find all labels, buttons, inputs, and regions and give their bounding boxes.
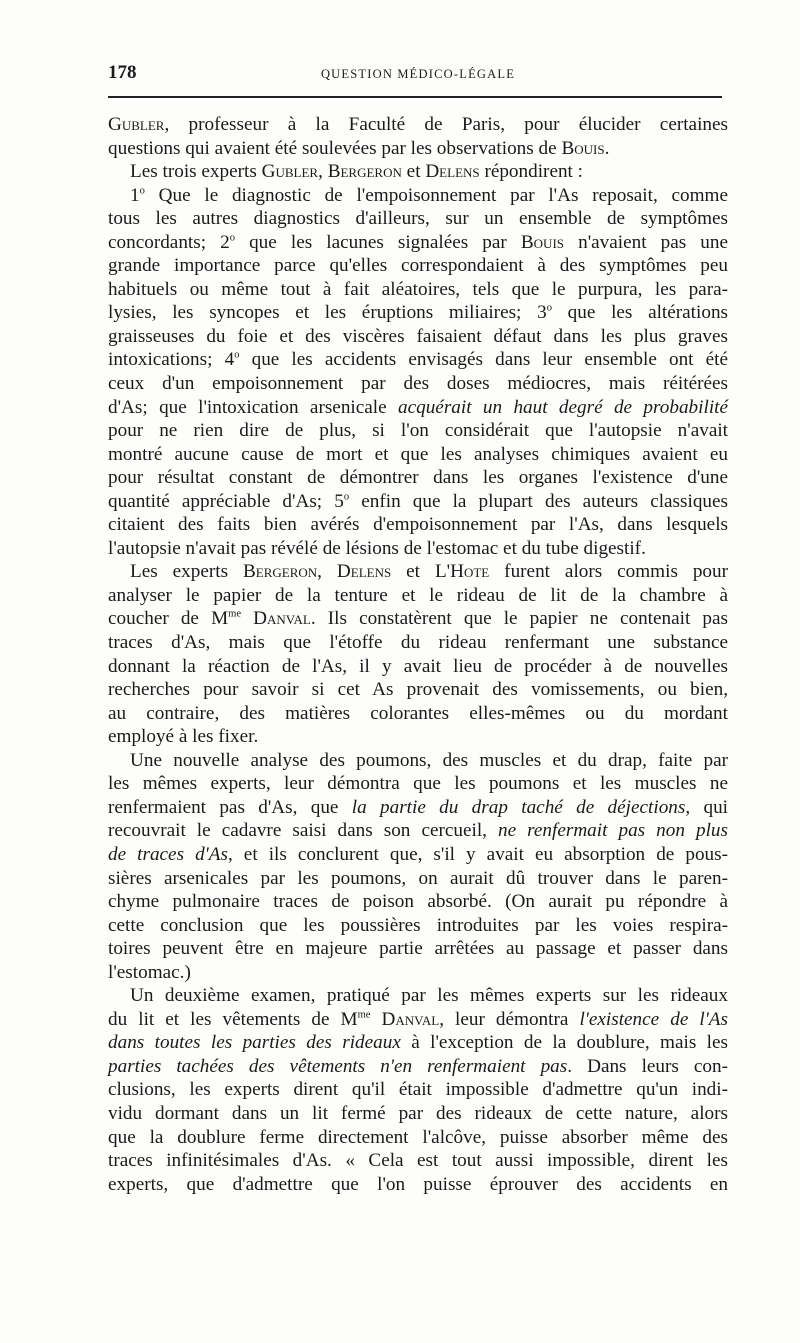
text-segment: , et ils conclurent que, s'il y avait eu absorption de pous- — [227, 843, 728, 865]
text-segment: quantité appréciable d'As; 5 — [108, 490, 344, 512]
text-segment: cette conclusion que les poussières introduites par les voies respira- — [108, 914, 728, 936]
running-title: QUESTION MÉDICO-LÉGALE — [320, 67, 516, 81]
text-segment: que les accidents envisagés dans leur ensemble ont été — [239, 349, 728, 371]
text-segment: montré aucune cause de mort et que les analyses chimiques avaient eu — [108, 443, 728, 465]
small-caps-name: Gubler — [261, 161, 319, 183]
text-segment: concordants; 2 — [108, 231, 230, 253]
text-line — [108, 867, 728, 891]
small-caps-name: Delens — [425, 161, 480, 183]
superscript: me — [228, 609, 242, 621]
text-line — [108, 137, 728, 161]
text-line — [108, 890, 728, 914]
small-caps-name: L'Hote — [434, 561, 490, 583]
text-segment: , — [317, 561, 337, 583]
text-line — [108, 1078, 728, 1102]
text-line — [108, 207, 728, 231]
text-line — [108, 231, 728, 255]
text-segment: vidu dormant dans un lit fermé par des rideaux de cette nature, alors — [108, 1102, 728, 1124]
text-segment: analyser le papier de la tenture et le rideau de lit de la chambre à — [108, 584, 728, 606]
text-line — [108, 937, 728, 961]
text-segment: citaient des faits bien avérés d'empoisonnement par l'As, dans lesquels — [108, 514, 728, 536]
text-segment: les mêmes experts, leur démontra que les poumons et les muscles ne — [108, 773, 728, 795]
text-segment: , leur démontra — [439, 1008, 580, 1030]
italic-segment: dans toutes les parties des rideaux — [108, 1032, 401, 1054]
superscript: o — [546, 302, 552, 314]
text-segment: l'estomac.) — [108, 961, 191, 983]
text-segment: coucher de M — [108, 608, 229, 630]
text-segment: recouvrait le cadavre saisi dans son cercueil, — [108, 820, 498, 842]
text-segment: traces infinitésimales d'As. « Cela est tout aussi impossible, dirent les — [108, 1150, 728, 1172]
text-segment: . — [604, 137, 610, 159]
small-caps-name: Bouis — [561, 137, 605, 159]
text-segment: 1 — [130, 184, 140, 206]
text-segment: intoxications; 4 — [108, 349, 235, 371]
text-line — [108, 1055, 728, 1079]
text-segment: . Ils constatèrent que le papier ne contenait pas — [310, 608, 728, 630]
text-line — [108, 490, 728, 514]
text-segment: experts, que d'admettre que l'on puisse éprouver des accidents en — [108, 1173, 728, 1195]
text-segment: d'As; que l'intoxication arsenicale — [108, 396, 398, 418]
text-segment: . Dans leurs con- — [567, 1055, 729, 1077]
text-segment: du lit et les vêtements de M — [108, 1008, 358, 1030]
text-segment: renfermaient pas d'As, que — [108, 796, 352, 818]
text-segment: que les altérations — [551, 302, 728, 324]
text-segment: et — [391, 561, 435, 583]
text-segment: habituels ou même tout à fait aléatoires, tels que le purpura, les para- — [108, 278, 728, 300]
text-segment: tous les autres diagnostics d'ailleurs, sur un ensemble de symptômes — [108, 208, 728, 230]
text-line — [108, 419, 728, 443]
text-segment: ceux d'un empoisonnement par des doses médiocres, mais réitérées — [108, 373, 728, 395]
text-line — [108, 819, 728, 843]
text-segment: Les experts — [130, 561, 243, 583]
text-segment: furent alors commis pour — [489, 561, 729, 583]
text-segment: toires peuvent être en majeure partie arrêtées au passage et passer dans — [108, 938, 728, 960]
text-segment: chyme pulmonaire traces de poison absorbé. (On aurait pu répondre à — [108, 891, 728, 913]
text-line — [108, 772, 728, 796]
text-line — [108, 325, 728, 349]
text-segment: employé à les fixer. — [108, 726, 259, 748]
text-segment: lysies, les syncopes et les éruptions miliaires; 3 — [108, 302, 547, 324]
text-segment: et — [401, 161, 426, 183]
superscript: me — [357, 1009, 371, 1021]
body-text — [108, 113, 728, 1196]
text-segment: donnant la réaction de l'As, il y avait lieu de procéder à de nouvelles — [108, 655, 728, 677]
italic-segment: acquérait un haut degré de probabilité — [398, 396, 728, 418]
page-number: 178 — [108, 62, 137, 83]
text-line — [108, 796, 728, 820]
text-line — [108, 843, 728, 867]
superscript: o — [139, 185, 145, 197]
text-line — [108, 749, 728, 773]
text-segment: Une nouvelle analyse des poumons, des muscles et du drap, faite par — [130, 749, 728, 771]
text-segment: , professeur à la Faculté de Paris, pour élucider certaines — [164, 114, 728, 135]
text-line — [108, 1126, 728, 1150]
small-caps-name: Bergeron — [327, 161, 402, 183]
text-line — [108, 678, 728, 702]
italic-segment: parties tachées des vêtements n'en renfermaient pas — [108, 1055, 568, 1077]
text-line — [108, 560, 728, 584]
text-line — [108, 1008, 728, 1032]
text-segment: graisseuses du foie et des viscères faisaient défaut dans les plus graves — [108, 325, 728, 347]
text-line — [108, 301, 728, 325]
text-line — [108, 961, 728, 985]
text-line — [108, 443, 728, 467]
small-caps-name: Delens — [336, 561, 392, 583]
text-segment: recherches pour savoir si cet As provenait des vomissements, ou bien, — [108, 679, 728, 701]
text-line — [108, 1173, 728, 1197]
text-line — [108, 1031, 728, 1055]
text-segment: Que le diagnostic de l'empoisonnement par l'As reposait, comme — [144, 184, 728, 206]
text-segment: questions qui avaient été soulevées par les observations de — [108, 137, 562, 159]
italic-segment: la partie du drap taché de déjections — [351, 796, 686, 818]
text-segment: Un deuxième examen, pratiqué par les mêmes experts sur les rideaux — [130, 985, 728, 1007]
text-line — [108, 184, 728, 208]
text-segment: n'avaient pas une — [564, 231, 728, 253]
text-line — [108, 655, 728, 679]
text-line — [108, 160, 728, 184]
text-line — [108, 914, 728, 938]
small-caps-name: Danval — [381, 1008, 440, 1030]
header-rule — [108, 96, 722, 98]
text-segment: sières arsenicales par les poumons, on aurait dû trouver dans le paren- — [108, 867, 728, 889]
text-segment: Les trois experts — [130, 161, 262, 183]
text-segment: pour ne rien dire de plus, si l'on considérait que l'autopsie n'avait — [108, 420, 728, 442]
text-line — [108, 372, 728, 396]
text-segment: enfin que la plupart des auteurs classiques — [349, 490, 728, 512]
text-segment — [241, 608, 253, 629]
text-segment: que la doublure ferme directement l'alcôve, puisse absorber même des — [108, 1126, 728, 1148]
superscript: o — [229, 232, 235, 244]
text-line — [108, 584, 728, 608]
text-line — [108, 1149, 728, 1173]
text-line — [108, 254, 728, 278]
small-caps-name: Bouis — [520, 231, 565, 253]
text-line — [108, 607, 728, 631]
superscript: o — [343, 491, 350, 503]
text-line — [108, 513, 728, 537]
text-line — [108, 537, 728, 561]
small-caps-name: Bergeron — [242, 561, 318, 583]
text-segment: , — [318, 161, 328, 183]
text-line — [108, 725, 728, 749]
page-header — [108, 62, 728, 86]
text-line — [108, 278, 728, 302]
text-segment: traces d'As, mais que l'étoffe du rideau renfermant une substance — [108, 632, 728, 654]
italic-segment: ne renfermait pas non plus — [498, 820, 728, 842]
italic-segment: l'existence de l'As — [579, 1008, 728, 1030]
text-segment: répondirent : — [479, 161, 584, 183]
text-segment: l'autopsie n'avait pas révélé de lésions de l'estomac et du tube digestif. — [108, 537, 646, 559]
text-line — [108, 702, 728, 726]
text-line — [108, 1102, 728, 1126]
text-segment: que les lacunes signalées par — [235, 231, 521, 253]
text-segment: clusions, les experts dirent qu'il était impossible d'admettre qu'un indi- — [108, 1079, 728, 1101]
text-segment — [370, 1009, 381, 1030]
text-line — [108, 466, 728, 490]
superscript: o — [234, 350, 240, 362]
text-segment: au contraire, des matières colorantes elles-mêmes ou du mordant — [108, 702, 728, 724]
text-segment: grande importance parce qu'elles correspondaient à des symptômes peu — [108, 255, 728, 277]
text-line — [108, 348, 728, 372]
text-line — [108, 984, 728, 1008]
text-line — [108, 396, 728, 420]
small-caps-name: Danval — [253, 608, 311, 630]
text-line — [108, 631, 728, 655]
text-segment: , qui — [685, 796, 728, 818]
text-segment: à l'exception de la doublure, mais les — [400, 1032, 728, 1054]
text-line — [108, 113, 728, 137]
small-caps-name: Gubler — [108, 114, 165, 135]
text-segment: pour résultat constant de démontrer dans les organes l'existence d'une — [108, 467, 728, 489]
italic-segment: de traces d'As — [108, 843, 228, 865]
